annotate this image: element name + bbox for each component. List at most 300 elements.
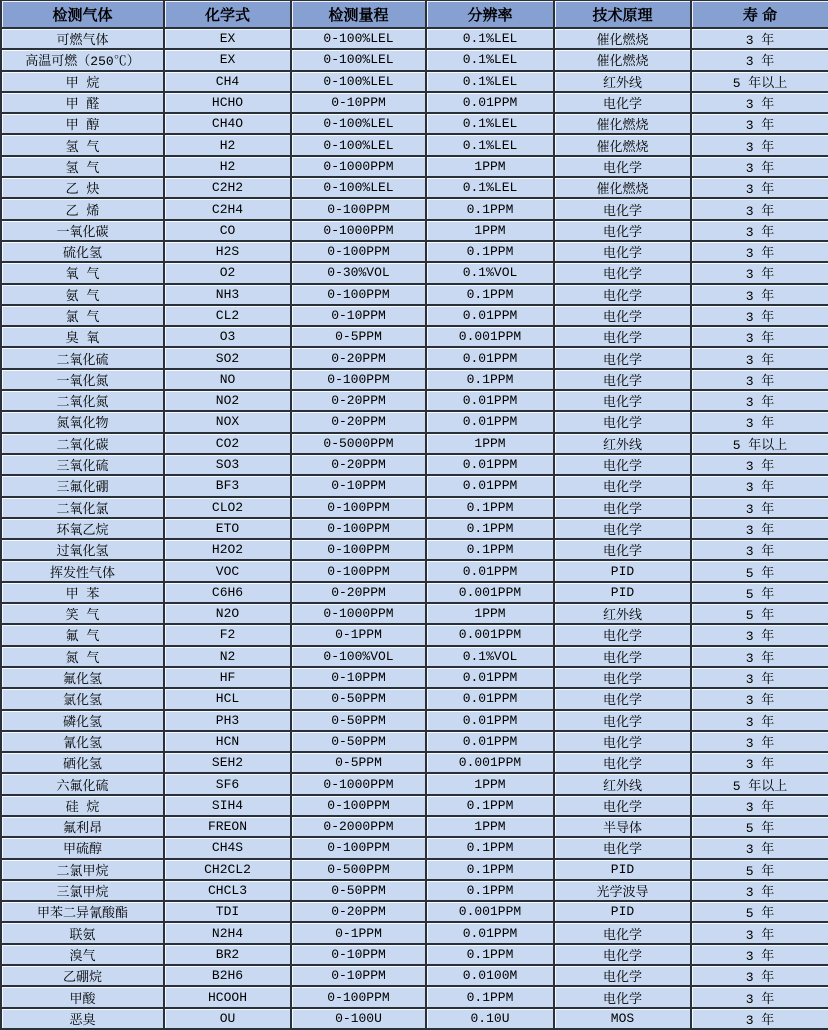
cell-principle: 电化学 [555,689,692,710]
cell-formula: O2 [165,263,292,284]
table-row [2,199,828,220]
cell-resolution: 1PPM [427,221,555,242]
cell-principle: 红外线 [555,72,692,93]
cell-formula: SIH4 [165,796,292,817]
cell-resolution: 0.1PPM [427,498,555,519]
cell-lifespan: 3 年 [692,498,828,519]
cell-resolution: 0.01PPM [427,668,555,689]
cell-lifespan: 3 年 [692,647,828,668]
cell-lifespan: 5 年以上 [692,434,828,455]
cell-range: 0-10PPM [292,476,427,497]
cell-resolution: 0.1%LEL [427,72,555,93]
cell-formula: FREON [165,817,292,838]
cell-resolution: 0.01PPM [427,711,555,732]
cell-range: 0-10PPM [292,966,427,987]
cell-lifespan: 3 年 [692,519,828,540]
cell-formula: HCL [165,689,292,710]
cell-gas: 乙 炔 [2,178,165,199]
cell-lifespan: 3 年 [692,221,828,242]
cell-gas: 联氨 [2,923,165,944]
table-row [2,93,828,114]
table-row [2,391,828,412]
cell-lifespan: 3 年 [692,625,828,646]
cell-range: 0-100PPM [292,838,427,859]
cell-formula: F2 [165,625,292,646]
cell-lifespan: 3 年 [692,668,828,689]
table-row [2,327,828,348]
cell-lifespan: 5 年以上 [692,774,828,795]
table-row [2,135,828,156]
cell-gas: 氨 气 [2,285,165,306]
cell-formula: BR2 [165,945,292,966]
cell-resolution: 0.1%LEL [427,178,555,199]
cell-principle: 电化学 [555,199,692,220]
cell-gas: 三氟化硼 [2,476,165,497]
cell-gas: 氢 气 [2,135,165,156]
cell-principle: 电化学 [555,306,692,327]
cell-gas: 磷化氢 [2,711,165,732]
table-row [2,796,828,817]
cell-resolution: 0.01PPM [427,412,555,433]
cell-lifespan: 3 年 [692,923,828,944]
cell-resolution: 0.0100M [427,966,555,987]
cell-range: 0-100PPM [292,498,427,519]
cell-resolution: 0.1PPM [427,796,555,817]
cell-range: 0-10PPM [292,93,427,114]
cell-principle: 催化燃烧 [555,178,692,199]
cell-principle: 催化燃烧 [555,50,692,71]
cell-gas: 乙硼烷 [2,966,165,987]
column-header-range: 检测量程 [292,1,427,29]
cell-range: 0-100%VOL [292,647,427,668]
cell-formula: H2O2 [165,540,292,561]
cell-resolution: 0.1%LEL [427,29,555,50]
cell-principle: 电化学 [555,838,692,859]
cell-principle: 电化学 [555,498,692,519]
cell-formula: TDI [165,902,292,923]
cell-formula: BF3 [165,476,292,497]
cell-resolution: 0.1PPM [427,987,555,1008]
table-row [2,476,828,497]
cell-lifespan: 3 年 [692,114,828,135]
cell-resolution: 0.1PPM [427,860,555,881]
cell-lifespan: 3 年 [692,29,828,50]
cell-lifespan: 3 年 [692,348,828,369]
table-row [2,263,828,284]
cell-formula: PH3 [165,711,292,732]
cell-gas: 氮 气 [2,647,165,668]
table-row [2,604,828,625]
cell-gas: 挥发性气体 [2,561,165,582]
cell-lifespan: 3 年 [692,966,828,987]
cell-resolution: 0.1PPM [427,242,555,263]
cell-principle: 电化学 [555,668,692,689]
table-row [2,285,828,306]
cell-lifespan: 3 年 [692,732,828,753]
cell-gas: 氟化氢 [2,668,165,689]
cell-principle: 电化学 [555,455,692,476]
table-row [2,540,828,561]
cell-formula: CO [165,221,292,242]
cell-resolution: 0.01PPM [427,732,555,753]
cell-formula: SEH2 [165,753,292,774]
cell-formula: SF6 [165,774,292,795]
cell-resolution: 0.01PPM [427,455,555,476]
cell-principle: 电化学 [555,625,692,646]
cell-principle: 电化学 [555,263,692,284]
cell-formula: EX [165,50,292,71]
column-header-principle: 技术原理 [555,1,692,29]
cell-gas: 硫化氢 [2,242,165,263]
cell-range: 0-20PPM [292,391,427,412]
cell-range: 0-100PPM [292,561,427,582]
table-row [2,242,828,263]
cell-lifespan: 3 年 [692,796,828,817]
cell-resolution: 0.01PPM [427,561,555,582]
cell-range: 0-50PPM [292,881,427,902]
cell-lifespan: 3 年 [692,199,828,220]
cell-gas: 三氯甲烷 [2,881,165,902]
cell-range: 0-1PPM [292,923,427,944]
cell-principle: 红外线 [555,434,692,455]
table-row [2,583,828,604]
cell-range: 0-20PPM [292,455,427,476]
cell-range: 0-1000PPM [292,604,427,625]
cell-principle: 电化学 [555,796,692,817]
cell-gas: 硅 烷 [2,796,165,817]
cell-formula: ETO [165,519,292,540]
cell-lifespan: 3 年 [692,476,828,497]
cell-range: 0-50PPM [292,689,427,710]
cell-formula: H2 [165,135,292,156]
cell-resolution: 0.1PPM [427,540,555,561]
table-row [2,711,828,732]
cell-formula: HCN [165,732,292,753]
cell-range: 0-20PPM [292,583,427,604]
cell-principle: 电化学 [555,157,692,178]
table-row [2,434,828,455]
cell-range: 0-20PPM [292,902,427,923]
cell-formula: HF [165,668,292,689]
cell-lifespan: 3 年 [692,412,828,433]
table-row [2,753,828,774]
cell-range: 0-1000PPM [292,774,427,795]
table-row [2,625,828,646]
table-row [2,519,828,540]
cell-lifespan: 3 年 [692,1009,828,1030]
table-row [2,498,828,519]
table-row [2,561,828,582]
cell-range: 0-100%LEL [292,50,427,71]
cell-gas: 氢 气 [2,157,165,178]
cell-lifespan: 3 年 [692,306,828,327]
cell-resolution: 1PPM [427,774,555,795]
cell-formula: NOX [165,412,292,433]
table-header [2,1,828,29]
cell-principle: 电化学 [555,647,692,668]
cell-range: 0-2000PPM [292,817,427,838]
cell-gas: 甲 苯 [2,583,165,604]
cell-principle: MOS [555,1009,692,1030]
table-row [2,732,828,753]
cell-lifespan: 3 年 [692,157,828,178]
cell-range: 0-100PPM [292,199,427,220]
cell-gas: 高温可燃（250℃） [2,50,165,71]
cell-formula: N2H4 [165,923,292,944]
cell-gas: 六氟化硫 [2,774,165,795]
cell-resolution: 0.01PPM [427,391,555,412]
cell-lifespan: 5 年 [692,604,828,625]
cell-principle: 电化学 [555,711,692,732]
cell-principle: 电化学 [555,242,692,263]
cell-range: 0-10PPM [292,668,427,689]
cell-resolution: 0.1PPM [427,945,555,966]
cell-resolution: 0.01PPM [427,93,555,114]
cell-lifespan: 3 年 [692,50,828,71]
cell-range: 0-20PPM [292,412,427,433]
cell-lifespan: 3 年 [692,987,828,1008]
table-row [2,178,828,199]
cell-gas: 硒化氢 [2,753,165,774]
cell-range: 0-500PPM [292,860,427,881]
cell-resolution: 1PPM [427,157,555,178]
cell-resolution: 0.1PPM [427,881,555,902]
cell-gas: 甲 烷 [2,72,165,93]
cell-principle: 电化学 [555,923,692,944]
cell-gas: 一氧化氮 [2,370,165,391]
table-row [2,114,828,135]
cell-principle: 电化学 [555,93,692,114]
cell-gas: 恶臭 [2,1009,165,1030]
cell-principle: 电化学 [555,285,692,306]
cell-formula: C2H4 [165,199,292,220]
cell-lifespan: 3 年 [692,838,828,859]
cell-principle: 光学波导 [555,881,692,902]
table-row [2,923,828,944]
table-row [2,370,828,391]
cell-resolution: 0.001PPM [427,327,555,348]
cell-gas: 臭 氧 [2,327,165,348]
cell-formula: N2O [165,604,292,625]
table-row [2,306,828,327]
cell-lifespan: 3 年 [692,455,828,476]
cell-formula: VOC [165,561,292,582]
cell-formula: OU [165,1009,292,1030]
cell-lifespan: 3 年 [692,263,828,284]
table-row [2,838,828,859]
table-row [2,860,828,881]
cell-resolution: 0.001PPM [427,902,555,923]
cell-principle: 红外线 [555,774,692,795]
cell-gas: 甲 醇 [2,114,165,135]
cell-gas: 氟利昂 [2,817,165,838]
table-row [2,29,828,50]
cell-formula: NO [165,370,292,391]
cell-lifespan: 3 年 [692,135,828,156]
cell-lifespan: 3 年 [692,370,828,391]
cell-gas: 二氧化氮 [2,391,165,412]
cell-formula: HCOOH [165,987,292,1008]
cell-gas: 二氧化氯 [2,498,165,519]
cell-formula: C6H6 [165,583,292,604]
cell-gas: 可燃气体 [2,29,165,50]
cell-gas: 甲酸 [2,987,165,1008]
cell-gas: 溴气 [2,945,165,966]
table-row [2,689,828,710]
cell-gas: 笑 气 [2,604,165,625]
cell-gas: 环氧乙烷 [2,519,165,540]
header-row [2,1,828,29]
cell-gas: 氰化氢 [2,732,165,753]
cell-range: 0-1000PPM [292,157,427,178]
cell-range: 0-50PPM [292,732,427,753]
cell-gas: 三氧化硫 [2,455,165,476]
cell-range: 0-100%LEL [292,114,427,135]
cell-lifespan: 3 年 [692,540,828,561]
cell-principle: 半导体 [555,817,692,838]
cell-range: 0-100PPM [292,519,427,540]
cell-gas: 甲 醛 [2,93,165,114]
cell-lifespan: 5 年 [692,860,828,881]
table-row [2,966,828,987]
cell-lifespan: 3 年 [692,711,828,732]
cell-resolution: 0.01PPM [427,348,555,369]
cell-principle: 电化学 [555,732,692,753]
cell-lifespan: 3 年 [692,327,828,348]
cell-range: 0-100PPM [292,540,427,561]
cell-lifespan: 3 年 [692,391,828,412]
cell-gas: 甲苯二异氰酸酯 [2,902,165,923]
cell-range: 0-100%LEL [292,135,427,156]
table-row [2,987,828,1008]
cell-range: 0-100PPM [292,242,427,263]
cell-range: 0-1PPM [292,625,427,646]
table-body [2,29,828,1030]
column-header-lifespan: 寿 命 [692,1,828,29]
cell-formula: H2S [165,242,292,263]
cell-range: 0-5000PPM [292,434,427,455]
cell-principle: 电化学 [555,348,692,369]
cell-lifespan: 3 年 [692,689,828,710]
cell-resolution: 0.1%VOL [427,263,555,284]
cell-formula: H2 [165,157,292,178]
cell-gas: 氧 气 [2,263,165,284]
cell-resolution: 0.001PPM [427,625,555,646]
cell-range: 0-100%LEL [292,72,427,93]
cell-resolution: 0.1PPM [427,838,555,859]
cell-principle: 电化学 [555,945,692,966]
cell-gas: 一氧化碳 [2,221,165,242]
cell-gas: 二氧化碳 [2,434,165,455]
cell-resolution: 0.01PPM [427,306,555,327]
cell-principle: PID [555,561,692,582]
cell-principle: 电化学 [555,412,692,433]
cell-principle: PID [555,902,692,923]
cell-resolution: 0.1PPM [427,199,555,220]
cell-formula: CHCL3 [165,881,292,902]
cell-resolution: 1PPM [427,604,555,625]
cell-range: 0-100PPM [292,370,427,391]
cell-gas: 氯化氢 [2,689,165,710]
cell-gas: 氮氧化物 [2,412,165,433]
cell-formula: SO3 [165,455,292,476]
cell-principle: 电化学 [555,519,692,540]
cell-lifespan: 5 年 [692,902,828,923]
cell-formula: CL2 [165,306,292,327]
cell-principle: PID [555,860,692,881]
cell-formula: CO2 [165,434,292,455]
table-row [2,455,828,476]
cell-resolution: 0.1%LEL [427,135,555,156]
cell-range: 0-20PPM [292,348,427,369]
cell-resolution: 0.01PPM [427,476,555,497]
cell-lifespan: 5 年以上 [692,72,828,93]
cell-gas: 二氯甲烷 [2,860,165,881]
cell-principle: 电化学 [555,753,692,774]
cell-lifespan: 3 年 [692,285,828,306]
cell-range: 0-1000PPM [292,221,427,242]
cell-range: 0-100U [292,1009,427,1030]
cell-range: 0-100PPM [292,987,427,1008]
cell-gas: 乙 烯 [2,199,165,220]
cell-range: 0-5PPM [292,327,427,348]
cell-lifespan: 3 年 [692,242,828,263]
cell-resolution: 0.10U [427,1009,555,1030]
cell-principle: 电化学 [555,327,692,348]
cell-formula: EX [165,29,292,50]
column-header-gas: 检测气体 [2,1,165,29]
cell-principle: PID [555,583,692,604]
cell-range: 0-10PPM [292,306,427,327]
cell-formula: HCHO [165,93,292,114]
cell-gas: 甲硫醇 [2,838,165,859]
cell-range: 0-10PPM [292,945,427,966]
cell-range: 0-100%LEL [292,29,427,50]
cell-formula: N2 [165,647,292,668]
table-row [2,774,828,795]
cell-formula: B2H6 [165,966,292,987]
table-row [2,647,828,668]
cell-resolution: 0.001PPM [427,753,555,774]
cell-range: 0-100%LEL [292,178,427,199]
cell-lifespan: 3 年 [692,93,828,114]
cell-range: 0-30%VOL [292,263,427,284]
cell-resolution: 0.1%LEL [427,114,555,135]
cell-range: 0-100PPM [292,796,427,817]
cell-principle: 电化学 [555,476,692,497]
cell-gas: 二氧化硫 [2,348,165,369]
cell-formula: CH4S [165,838,292,859]
cell-resolution: 0.01PPM [427,923,555,944]
cell-formula: CH4O [165,114,292,135]
table-row [2,1009,828,1030]
cell-principle: 电化学 [555,391,692,412]
cell-lifespan: 5 年 [692,561,828,582]
table-row [2,50,828,71]
cell-lifespan: 5 年 [692,817,828,838]
cell-principle: 催化燃烧 [555,114,692,135]
table-row [2,348,828,369]
cell-formula: CH4 [165,72,292,93]
cell-resolution: 0.1PPM [427,285,555,306]
table-row [2,668,828,689]
cell-resolution: 1PPM [427,434,555,455]
cell-resolution: 0.01PPM [427,689,555,710]
cell-range: 0-50PPM [292,711,427,732]
cell-gas: 氟 气 [2,625,165,646]
cell-principle: 电化学 [555,540,692,561]
cell-gas: 过氧化氢 [2,540,165,561]
